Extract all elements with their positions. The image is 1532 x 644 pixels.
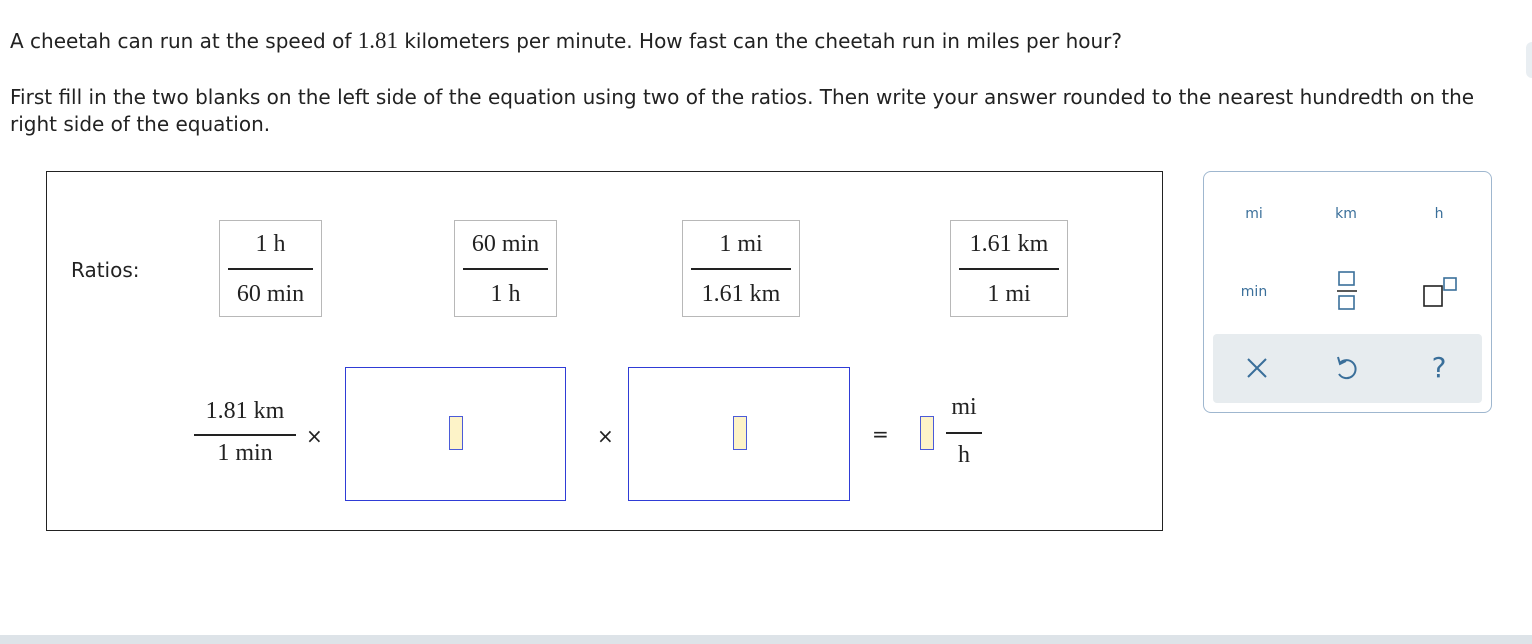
fraction-bar [463,268,548,270]
ratio-drop-zone-2[interactable] [628,367,850,501]
input-caret [449,416,463,450]
ratio-denominator: 1 mi [987,281,1031,307]
side-panel-tab[interactable] [1526,42,1532,78]
clear-icon[interactable] [1237,348,1277,388]
fraction-bar [228,268,313,270]
ratio-denominator: 60 min [236,281,305,307]
given-numerator: 1.81 km [205,398,285,424]
fraction-template-icon[interactable] [1337,271,1357,315]
unit-denominator: h [958,442,970,468]
palette-key-min[interactable]: min [1240,284,1268,300]
fraction-bar [946,432,982,434]
times-sign: × [306,424,323,448]
ratio-denominator: 1 h [490,281,521,307]
ratios-label: Ratios: [71,258,140,282]
palette-key-km[interactable]: km [1335,206,1357,222]
ratio-card-mi-per-km[interactable] [682,220,800,317]
ratio-card-h-per-min[interactable] [219,220,322,317]
ratio-card-km-per-mi[interactable] [950,220,1068,317]
palette-action-bar [1213,334,1482,403]
given-denominator: 1 min [217,440,273,466]
exponent-template-icon[interactable] [1422,276,1458,312]
fraction-bar [194,434,296,436]
ratio-numerator: 1 h [255,231,286,257]
given-rate-fraction [192,398,298,473]
answer-unit-fraction [944,394,984,474]
speed-value: 1.81 [357,28,398,53]
palette-key-h[interactable]: h [1434,206,1444,222]
equals-sign: = [872,422,889,446]
palette-key-mi[interactable]: mi [1245,206,1263,222]
ratio-denominator: 1.61 km [701,281,781,307]
math-palette [1203,171,1492,413]
ratio-drop-zone-1[interactable] [345,367,566,501]
input-caret [733,416,747,450]
fraction-bar [691,268,791,270]
ratio-numerator: 60 min [471,231,540,257]
ratio-numerator: 1.61 km [969,231,1049,257]
fraction-bar [959,268,1059,270]
bottom-bar [0,635,1532,644]
times-sign: × [597,424,614,448]
answer-input[interactable] [920,416,934,450]
help-icon[interactable]: ? [1431,351,1447,384]
instructions-text: First fill in the two blanks on the left side of the equation using two of the ratios. Then write your answer rounded to the nearest hundredth on the right side of the equation. [10,85,1475,136]
question-text: A cheetah can run at the speed of 1.81 kilometers per minute. How fast can the cheetah run in miles per hour? [10,28,1123,53]
ratio-numerator: 1 mi [719,231,763,257]
ratio-card-min-per-h[interactable] [454,220,557,317]
unit-numerator: mi [951,394,977,420]
undo-icon[interactable] [1327,348,1367,388]
